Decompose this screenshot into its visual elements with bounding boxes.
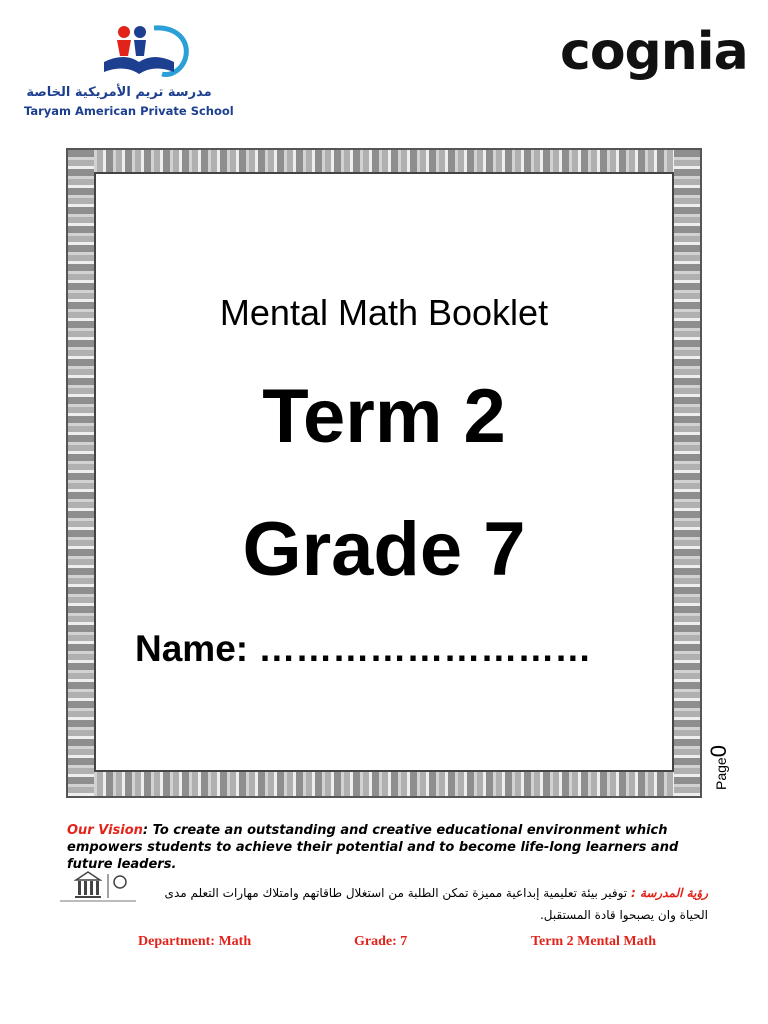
unesco-icon bbox=[58, 868, 138, 908]
footer-booklet: Term 2 Mental Math bbox=[531, 934, 657, 949]
grade-heading: Grade 7 bbox=[242, 507, 526, 592]
page-label: Page bbox=[713, 757, 729, 790]
student-name-field[interactable]: Name: ……………………… bbox=[135, 628, 592, 669]
term-heading: Term 2 bbox=[262, 374, 506, 459]
booklet-title: Mental Math Booklet bbox=[219, 292, 549, 333]
footer-department: Department: Math bbox=[138, 934, 252, 949]
school-name-english: Taryam American Private School bbox=[24, 104, 234, 118]
cover-frame bbox=[66, 148, 702, 798]
vision-english bbox=[67, 822, 687, 873]
frame-border-right bbox=[674, 150, 700, 796]
vision-label: Our Vision bbox=[67, 823, 143, 838]
vision-arabic bbox=[150, 882, 708, 926]
vision-label-arabic: رؤية المدرسة : bbox=[630, 886, 708, 900]
frame-border-left bbox=[68, 150, 94, 796]
school-logo bbox=[24, 22, 234, 122]
vision-text-arabic: توفير بيئة تعليمية إبداعية مميزة تمكن الطلبة من استغلال طاقاتهم وامتلاك مهارات التعلم مدى الحياة وان يصبحوا قادة المستقبل. bbox=[164, 886, 708, 922]
page-number-value: 0 bbox=[706, 745, 731, 758]
school-name-arabic: مدرسة تريم الأمريكية الخاصة bbox=[26, 85, 212, 100]
vision-text: : To create an outstanding and creative educational environment which empowers students to achieve their potential and to become life-long learners and future leaders. bbox=[67, 823, 679, 872]
frame-inner-panel bbox=[94, 172, 674, 772]
footer-grade: Grade: 7 bbox=[354, 934, 408, 949]
cognia-logo: cognia bbox=[560, 22, 748, 82]
page-number bbox=[706, 730, 732, 790]
school-emblem-icon bbox=[84, 22, 194, 84]
